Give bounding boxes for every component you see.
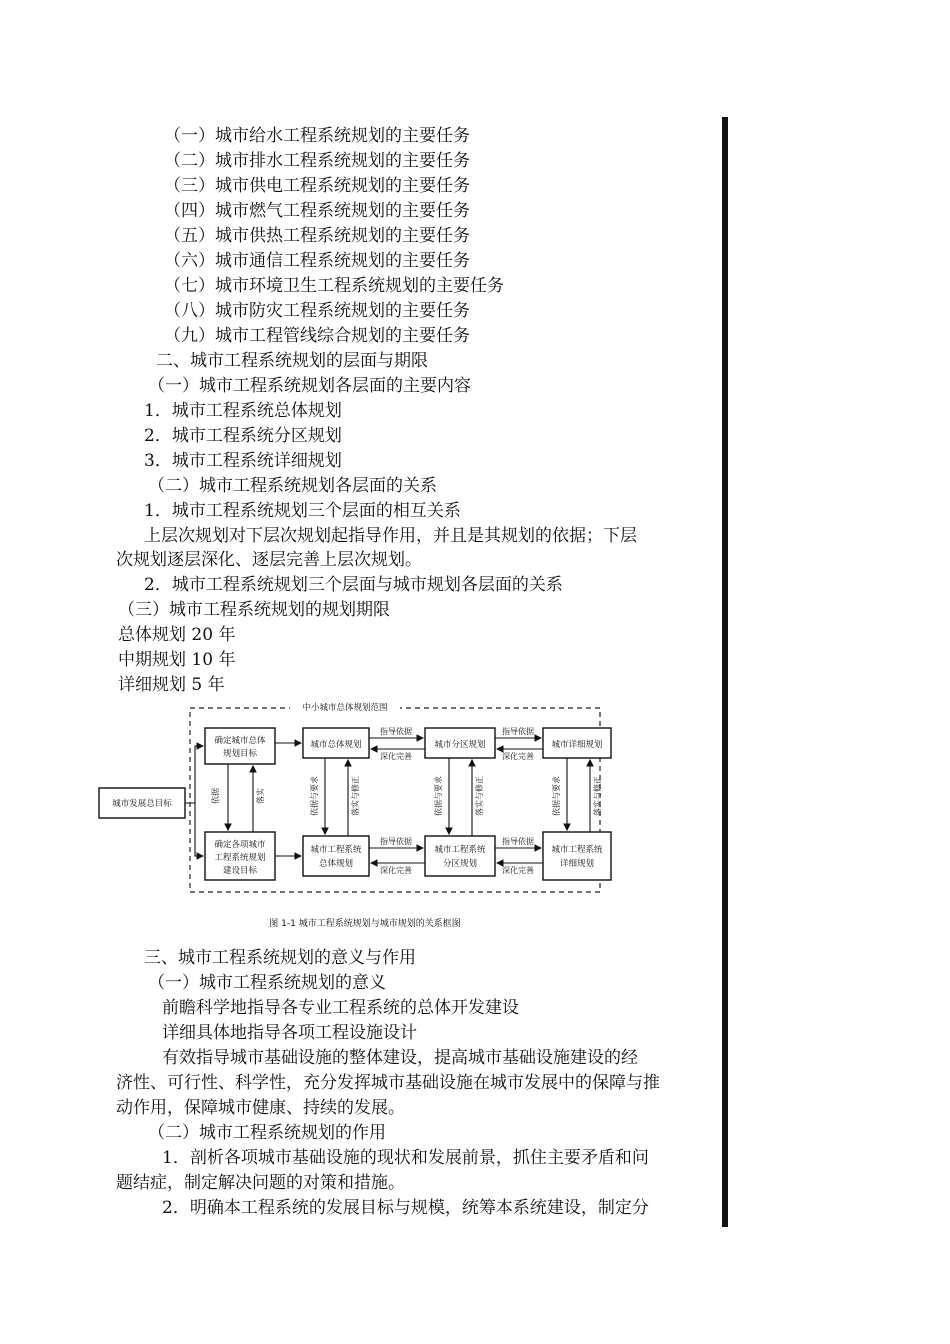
paragraph-line: 题结症，制定解决问题的对策和措施。 — [116, 1173, 405, 1193]
section-heading: 二、城市工程系统规划的层面与期限 — [156, 351, 428, 371]
text-line: 详细具体地指导各项工程设施设计 — [162, 1023, 417, 1043]
svg-text:落实与修正: 落实与修正 — [475, 776, 484, 816]
svg-text:城市分区规划: 城市分区规划 — [434, 740, 486, 750]
text-line: 3．城市工程系统详细规划 — [144, 451, 342, 471]
svg-text:建设目标: 建设目标 — [222, 866, 258, 876]
svg-text:确定城市总体: 确定城市总体 — [214, 736, 266, 746]
paragraph-line: 1．剖析各项城市基础设施的现状和发展前景，抓住主要矛盾和问 — [162, 1148, 649, 1168]
subsection-heading: （一）城市工程系统规划各层面的主要内容 — [148, 376, 471, 396]
svg-text:规划目标: 规划目标 — [222, 749, 258, 759]
svg-text:详细规划: 详细规划 — [559, 859, 595, 869]
subsection-heading: （二）城市工程系统规划各层面的关系 — [148, 476, 437, 496]
box-eng-district-plan — [425, 836, 495, 876]
svg-text:指导依据: 指导依据 — [502, 727, 534, 736]
relationship-diagram — [95, 696, 635, 936]
text-line: （六）城市通信工程系统规划的主要任务 — [164, 251, 470, 271]
svg-text:城市详细规划: 城市详细规划 — [551, 740, 603, 750]
svg-text:城市工程系统: 城市工程系统 — [310, 845, 362, 855]
svg-text:工程系统规划: 工程系统规划 — [214, 853, 266, 863]
text-line: 1．城市工程系统总体规划 — [144, 401, 342, 421]
figure-caption: 图 1-1 城市工程系统规划与城市规划的关系框图 — [269, 919, 461, 929]
page-border-rule — [722, 117, 728, 1227]
svg-text:分区规划: 分区规划 — [442, 859, 478, 869]
text-line: 中期规划 10 年 — [118, 650, 236, 670]
svg-text:深化完善: 深化完善 — [380, 866, 412, 875]
svg-text:深化完善: 深化完善 — [502, 752, 534, 761]
svg-text:落实: 落实 — [256, 788, 265, 804]
svg-text:城市总体规划: 城市总体规划 — [310, 740, 362, 750]
text-line: （七）城市环境卫生工程系统规划的主要任务 — [164, 276, 504, 296]
svg-text:指导依据: 指导依据 — [380, 727, 412, 736]
svg-text:深化完善: 深化完善 — [380, 752, 412, 761]
paragraph-line: 动作用，保障城市健康、持续的发展。 — [116, 1098, 405, 1118]
text-line: （九）城市工程管线综合规划的主要任务 — [164, 326, 470, 346]
svg-text:深化完善: 深化完善 — [502, 866, 534, 875]
svg-text:确定各项城市: 确定各项城市 — [214, 840, 266, 850]
text-line: 前瞻科学地指导各专业工程系统的总体开发建设 — [162, 998, 519, 1018]
svg-text:落实与修正: 落实与修正 — [593, 776, 602, 816]
text-line: 2．城市工程系统分区规划 — [144, 426, 342, 446]
subsection-heading: （一）城市工程系统规划的意义 — [148, 973, 386, 993]
paragraph-line: 2．明确本工程系统的发展目标与规模，统筹本系统建设，制定分 — [162, 1198, 649, 1218]
paragraph-line: 济性、可行性、科学性，充分发挥城市基础设施在城市发展中的保障与推 — [116, 1073, 660, 1093]
text-line: 2．城市工程系统规划三个层面与城市规划各层面的关系 — [144, 575, 563, 595]
subsection-heading: （三）城市工程系统规划的规划期限 — [118, 600, 390, 620]
frame-title: 中小城市总体规划范围 — [302, 703, 388, 713]
svg-text:依据与要求: 依据与要求 — [434, 776, 443, 816]
svg-text:城市工程系统: 城市工程系统 — [551, 845, 603, 855]
text-line: 总体规划 20 年 — [118, 625, 236, 645]
box-city-goal-label: 城市发展总目标 — [112, 799, 172, 809]
svg-text:依据与要求: 依据与要求 — [552, 776, 561, 816]
box-eng-master-plan — [303, 836, 369, 876]
text-line: 1．城市工程系统规划三个层面的相互关系 — [144, 501, 461, 521]
text-line: （二）城市排水工程系统规划的主要任务 — [164, 151, 470, 171]
box-eng-detail-plan — [543, 832, 611, 880]
svg-text:依据: 依据 — [211, 788, 220, 804]
svg-text:依据与要求: 依据与要求 — [310, 776, 319, 816]
paragraph-line: 有效指导城市基础设施的整体建设，提高城市基础设施建设的经 — [162, 1048, 638, 1068]
svg-text:城市工程系统: 城市工程系统 — [434, 845, 486, 855]
text-line: （五）城市供热工程系统规划的主要任务 — [164, 226, 470, 246]
svg-text:指导依据: 指导依据 — [380, 837, 412, 846]
text-line: 详细规划 5 年 — [118, 675, 225, 695]
section-heading: 三、城市工程系统规划的意义与作用 — [144, 948, 416, 968]
paragraph-line: 上层次规划对下层次规划起指导作用，并且是其规划的依据；下层 — [144, 526, 637, 546]
text-line: （八）城市防灾工程系统规划的主要任务 — [164, 301, 470, 321]
text-line: （四）城市燃气工程系统规划的主要任务 — [164, 201, 470, 221]
subsection-heading: （二）城市工程系统规划的作用 — [148, 1123, 386, 1143]
paragraph-line: 次规划逐层深化、逐层完善上层次规划。 — [116, 550, 422, 570]
svg-text:指导依据: 指导依据 — [502, 837, 534, 846]
svg-text:落实与修正: 落实与修正 — [351, 776, 360, 816]
text-line: （一）城市给水工程系统规划的主要任务 — [164, 126, 470, 146]
svg-text:总体规划: 总体规划 — [318, 859, 354, 869]
text-line: （三）城市供电工程系统规划的主要任务 — [164, 176, 470, 196]
